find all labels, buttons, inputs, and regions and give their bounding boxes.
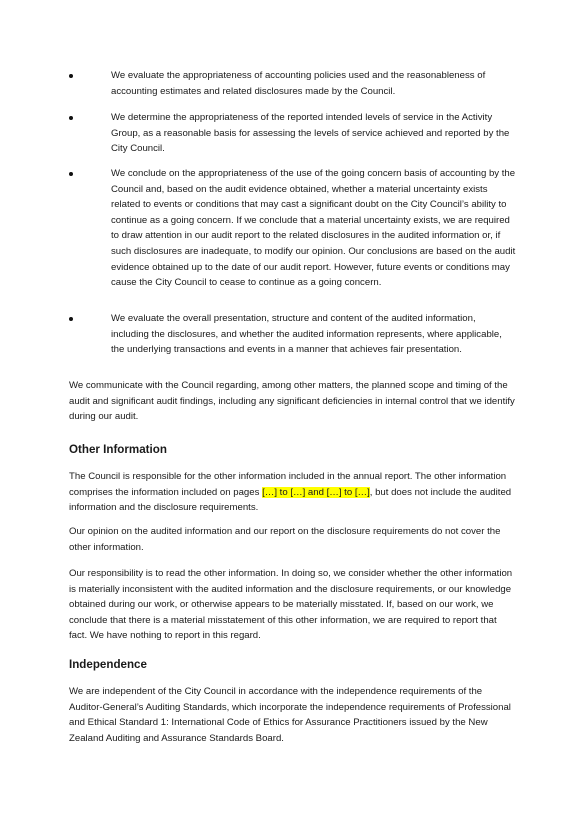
highlighted-page-range: […] to […] and […] to […] [262, 486, 370, 498]
bullet-text: We evaluate the appropriateness of accounting policies used and the reasonableness of accounting estimates and related disclosures made by the Council. [111, 70, 486, 97]
bullet-icon [69, 172, 73, 176]
other-info-p1-after: , but does not include the audited information and the disclosure requirements. [69, 486, 512, 514]
bullet-text: We evaluate the overall presentation, structure and content of the audited information, including the disclosures, and whether the audited information represents, where applicable, the underlying transactions and events in a manner that achieves fair presentation. [111, 313, 502, 356]
bullet-icon [69, 317, 73, 321]
bullet-text: We determine the appropriateness of the reported intended levels of service in the Activity Group, as a reasonable basis for assessing the levels of service achieved and reported by the City Council. [111, 112, 510, 155]
independence-paragraph: We are independent of the City Council in accordance with the independence requirements of the Auditor-General’s Auditing Standards, which incorporate the independence requirements of Professional and Ethical Standard 1: International Code of Ethics for Assurance Practitioners issued by the New Zealand Auditing and Assurance Standards Board. [69, 686, 511, 744]
bullet-icon [69, 74, 73, 78]
other-information-paragraph-1 [69, 469, 517, 516]
bullet-icon [69, 116, 73, 120]
bullet-text: We conclude on the appropriateness of the use of the going concern basis of accounting by the Council and, based on the audit evidence obtained, whether a material uncertainty exists related to events or conditions that may cast a significant doubt on the City Council’s ability to continue as a going concern. If we conclude that a material uncertainty exists, we are required to draw attention in our audit report to the related disclosures in the audited information or, if such disclosures are inadequate, to modify our opinion. Our conclusions are based on the audit evidence obtained up to the date of our audit report. However, future events or conditions may cause the City Council to cease to continue as a going concern. [111, 168, 516, 289]
other-information-heading: Other Information [69, 443, 167, 456]
other-information-paragraph-2: Our opinion on the audited information and our report on the disclosure requirements do not cover the other information. [69, 526, 501, 553]
communicate-paragraph: We communicate with the Council regarding, among other matters, the planned scope and timing of the audit and significant audit findings, including any significant deficiencies in internal control that we identify during our audit. [69, 380, 515, 423]
independence-heading: Independence [69, 658, 147, 671]
other-information-paragraph-3: Our responsibility is to read the other information. In doing so, we consider whether the other information is materially inconsistent with the audited information and the disclosure requirements, or our knowledge obtained during our work, or otherwise appears to be materially misstated. If, based on our work, we conclude that there is a material misstatement of this other information, we are required to report that fact. We have nothing to report in this regard. [69, 568, 513, 642]
other-info-p1-before: The Council is responsible for the other information included in the annual report. The other information comprises the information included on pages [69, 471, 507, 498]
